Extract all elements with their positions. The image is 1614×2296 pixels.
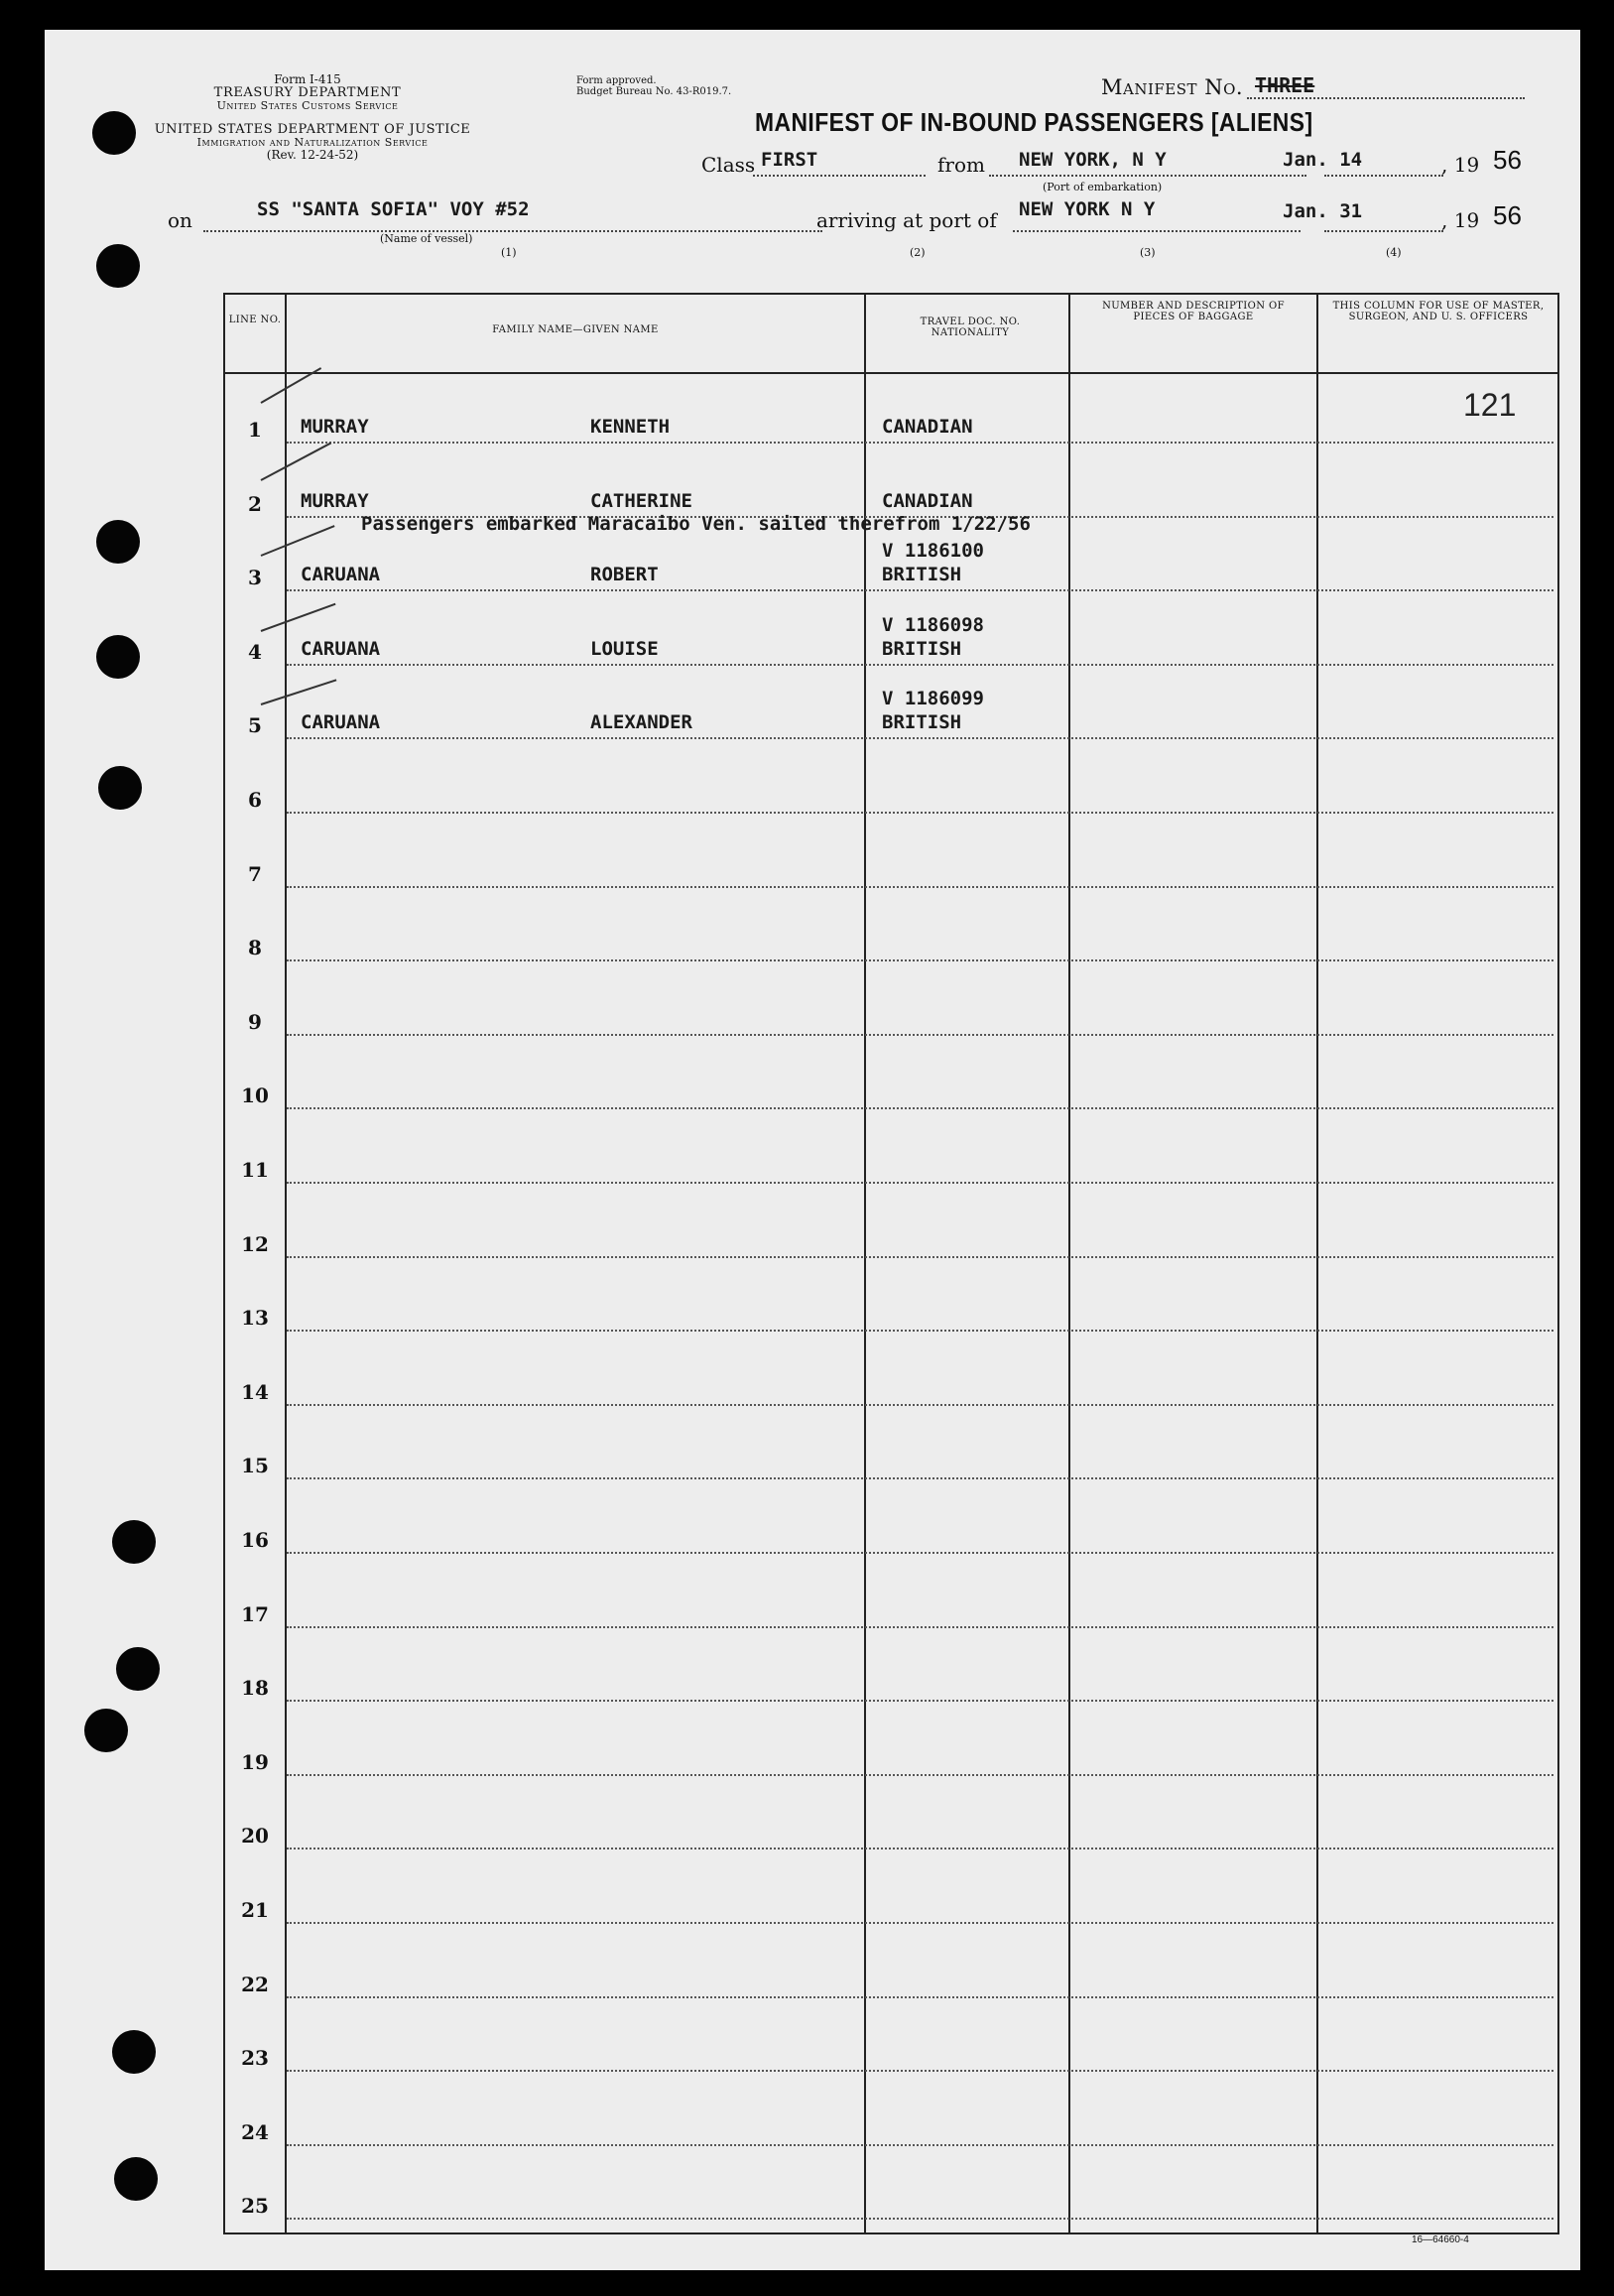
table-row xyxy=(225,1484,1557,1558)
given-name: ALEXANDER xyxy=(590,711,692,734)
manifest-no-label: Manifest No. xyxy=(1101,75,1244,99)
punch-hole xyxy=(84,1709,128,1752)
nationality: CANADIAN xyxy=(882,489,973,512)
line-number: 17 xyxy=(241,1601,269,1626)
from-rule xyxy=(989,175,1306,177)
family-name: CARUANA xyxy=(301,564,381,586)
line-number: 6 xyxy=(248,788,262,812)
date-arrive-rule xyxy=(1324,230,1443,232)
line-number: 23 xyxy=(241,2046,269,2071)
justice-dept: UNITED STATES DEPARTMENT OF JUSTICE xyxy=(154,122,471,137)
justice-block xyxy=(144,123,481,162)
table-row xyxy=(225,670,1557,743)
officer-notation: 121 xyxy=(1463,387,1517,423)
line-number: 19 xyxy=(241,1749,269,1774)
row-rule xyxy=(287,1404,1553,1406)
line-number: 9 xyxy=(248,1009,262,1034)
agency-block xyxy=(164,73,451,112)
line-number: 2 xyxy=(248,491,262,516)
row-rule xyxy=(287,1996,1553,1998)
row-rule xyxy=(287,1182,1553,1184)
manifest-sheet xyxy=(45,30,1580,2270)
header-name: FAMILY NAME—GIVEN NAME xyxy=(492,324,659,335)
punch-hole xyxy=(116,1647,160,1691)
nationality: BRITISH xyxy=(882,637,962,660)
print-code: 16—64660-4 xyxy=(1412,2234,1469,2245)
customs-service: United States Customs Service xyxy=(216,99,399,112)
year-prefix-arrive: , 19 xyxy=(1441,208,1480,232)
table-row xyxy=(225,596,1557,670)
nationality: CANADIAN xyxy=(882,416,973,438)
row-rule xyxy=(287,737,1553,739)
punch-hole xyxy=(112,1520,156,1564)
table-row xyxy=(225,1707,1557,1780)
table-row xyxy=(225,2150,1557,2224)
form-number: Form I-415 xyxy=(274,72,341,86)
line-number: 16 xyxy=(241,1528,269,1552)
manifest-title: MANIFEST OF IN-BOUND PASSENGERS [ALIENS] xyxy=(755,107,1313,137)
on-label: on xyxy=(168,208,192,232)
table-row xyxy=(225,1559,1557,1632)
header-line-no: LINE NO. xyxy=(228,315,282,325)
arriving-label: arriving at port of xyxy=(816,208,997,232)
header-travel-doc: TRAVEL DOC. NO. NATIONALITY xyxy=(920,317,1021,338)
punch-hole xyxy=(96,520,140,564)
table-row xyxy=(225,1929,1557,2002)
table-row xyxy=(225,892,1557,965)
punch-hole xyxy=(96,635,140,679)
year-prefix: , 19 xyxy=(1441,153,1480,177)
line-number: 20 xyxy=(241,1824,269,1849)
travel-doc-number: V 1186098 xyxy=(882,613,984,636)
vessel-caption: (Name of vessel) xyxy=(380,232,473,245)
line-number: 13 xyxy=(241,1306,269,1331)
table-row xyxy=(225,1262,1557,1336)
row-rule xyxy=(287,2218,1553,2220)
row-rule xyxy=(287,959,1553,961)
line-number: 1 xyxy=(248,418,262,442)
table-row xyxy=(225,819,1557,892)
row-rule xyxy=(287,1330,1553,1332)
embarkation-note: Passengers embarked Maracaibo Ven. sailed therefrom 1/22/56 xyxy=(361,513,1031,535)
punch-hole xyxy=(112,2030,156,2074)
treasury-dept: TREASURY DEPARTMENT xyxy=(213,85,402,100)
row-rule xyxy=(287,1477,1553,1479)
table-row xyxy=(225,374,1557,447)
vessel-name: SS "SANTA SOFIA" VOY #52 xyxy=(257,198,530,220)
row-rule xyxy=(287,1700,1553,1702)
punch-hole xyxy=(92,111,136,155)
row-rule xyxy=(287,1626,1553,1628)
table-row xyxy=(225,1040,1557,1113)
punch-hole xyxy=(96,244,140,288)
line-number: 24 xyxy=(241,2119,269,2144)
row-rule xyxy=(287,589,1553,591)
table-row xyxy=(225,1780,1557,1853)
date-arrive: Jan. 31 xyxy=(1283,200,1363,222)
family-name: MURRAY xyxy=(301,416,369,438)
punch-hole xyxy=(114,2157,158,2201)
line-number: 8 xyxy=(248,936,262,960)
family-name: CARUANA xyxy=(301,711,381,734)
date-from-rule xyxy=(1324,175,1443,177)
header-officers: THIS COLUMN FOR USE OF MASTER, SURGEON, AND U. S. OFFICERS xyxy=(1332,301,1545,322)
table-row xyxy=(225,1854,1557,1928)
table-row xyxy=(225,448,1557,522)
given-name: ROBERT xyxy=(590,564,659,586)
line-number: 25 xyxy=(241,2194,269,2219)
punch-hole xyxy=(98,766,142,810)
year-arrive: 56 xyxy=(1493,200,1522,230)
arrival-port: NEW YORK N Y xyxy=(1019,198,1156,220)
table-row xyxy=(225,2002,1557,2076)
class-rule xyxy=(753,175,926,177)
given-name: CATHERINE xyxy=(590,489,692,512)
table-body xyxy=(225,374,1557,2232)
row-rule xyxy=(287,1848,1553,1850)
row-rule xyxy=(287,442,1553,444)
nationality: BRITISH xyxy=(882,711,962,734)
approval-block xyxy=(576,75,731,97)
table-row xyxy=(225,1337,1557,1410)
ins-service: Immigration and Naturalization Service xyxy=(196,136,429,149)
table-row xyxy=(225,1189,1557,1262)
class-label: Class xyxy=(701,153,756,177)
row-rule xyxy=(287,812,1553,814)
table-row xyxy=(225,1632,1557,1706)
row-rule xyxy=(287,886,1553,888)
nationality: BRITISH xyxy=(882,564,962,586)
table-row xyxy=(225,1114,1557,1188)
manifest-no-value: THREE xyxy=(1255,73,1315,97)
header-baggage: NUMBER AND DESCRIPTION OF PIECES OF BAGGAGE xyxy=(1102,301,1285,322)
year-from: 56 xyxy=(1493,145,1522,175)
from-port: NEW YORK, N Y xyxy=(1019,149,1167,171)
table-row xyxy=(225,2077,1557,2150)
date-from: Jan. 14 xyxy=(1283,149,1363,171)
line-number: 11 xyxy=(241,1158,269,1182)
form-approved: Form approved. xyxy=(576,75,657,86)
row-rule xyxy=(287,664,1553,666)
row-rule xyxy=(287,1256,1553,1258)
table-row xyxy=(225,966,1557,1040)
line-number: 12 xyxy=(241,1231,269,1256)
line-number: 21 xyxy=(241,1898,269,1922)
line-number: 10 xyxy=(241,1084,269,1108)
row-rule xyxy=(287,2144,1553,2146)
line-number: 7 xyxy=(248,861,262,886)
manifest-no-rule xyxy=(1247,97,1525,99)
given-name: LOUISE xyxy=(590,637,659,660)
revision-date: (Rev. 12-24-52) xyxy=(266,148,359,162)
line-number: 4 xyxy=(248,639,262,664)
vessel-rule xyxy=(203,230,822,232)
row-rule xyxy=(287,1922,1553,1924)
passenger-table xyxy=(223,293,1559,2234)
row-rule xyxy=(287,1107,1553,1109)
line-number: 18 xyxy=(241,1676,269,1701)
travel-doc-number: V 1186099 xyxy=(882,688,984,710)
col-ref-3: (3) xyxy=(1140,246,1156,259)
line-number: 3 xyxy=(248,566,262,590)
line-number: 14 xyxy=(241,1379,269,1404)
line-number: 22 xyxy=(241,1972,269,1996)
table-row xyxy=(225,744,1557,818)
class-value: FIRST xyxy=(761,149,818,171)
row-rule xyxy=(287,1552,1553,1554)
given-name: KENNETH xyxy=(590,416,671,438)
line-number: 5 xyxy=(248,713,262,738)
from-label: from xyxy=(937,153,985,177)
row-rule xyxy=(287,1774,1553,1776)
family-name: CARUANA xyxy=(301,637,381,660)
travel-doc-number: V 1186100 xyxy=(882,540,984,563)
col-ref-1: (1) xyxy=(501,246,517,259)
family-name: MURRAY xyxy=(301,489,369,512)
table-row xyxy=(225,1410,1557,1483)
row-rule xyxy=(287,1034,1553,1036)
port-embark-caption: (Port of embarkation) xyxy=(1043,181,1163,193)
col-ref-2: (2) xyxy=(910,246,926,259)
arrival-port-rule xyxy=(1013,230,1301,232)
col-ref-4: (4) xyxy=(1386,246,1402,259)
row-rule xyxy=(287,2070,1553,2072)
budget-bureau: Budget Bureau No. 43-R019.7. xyxy=(576,86,732,97)
line-number: 15 xyxy=(241,1454,269,1478)
